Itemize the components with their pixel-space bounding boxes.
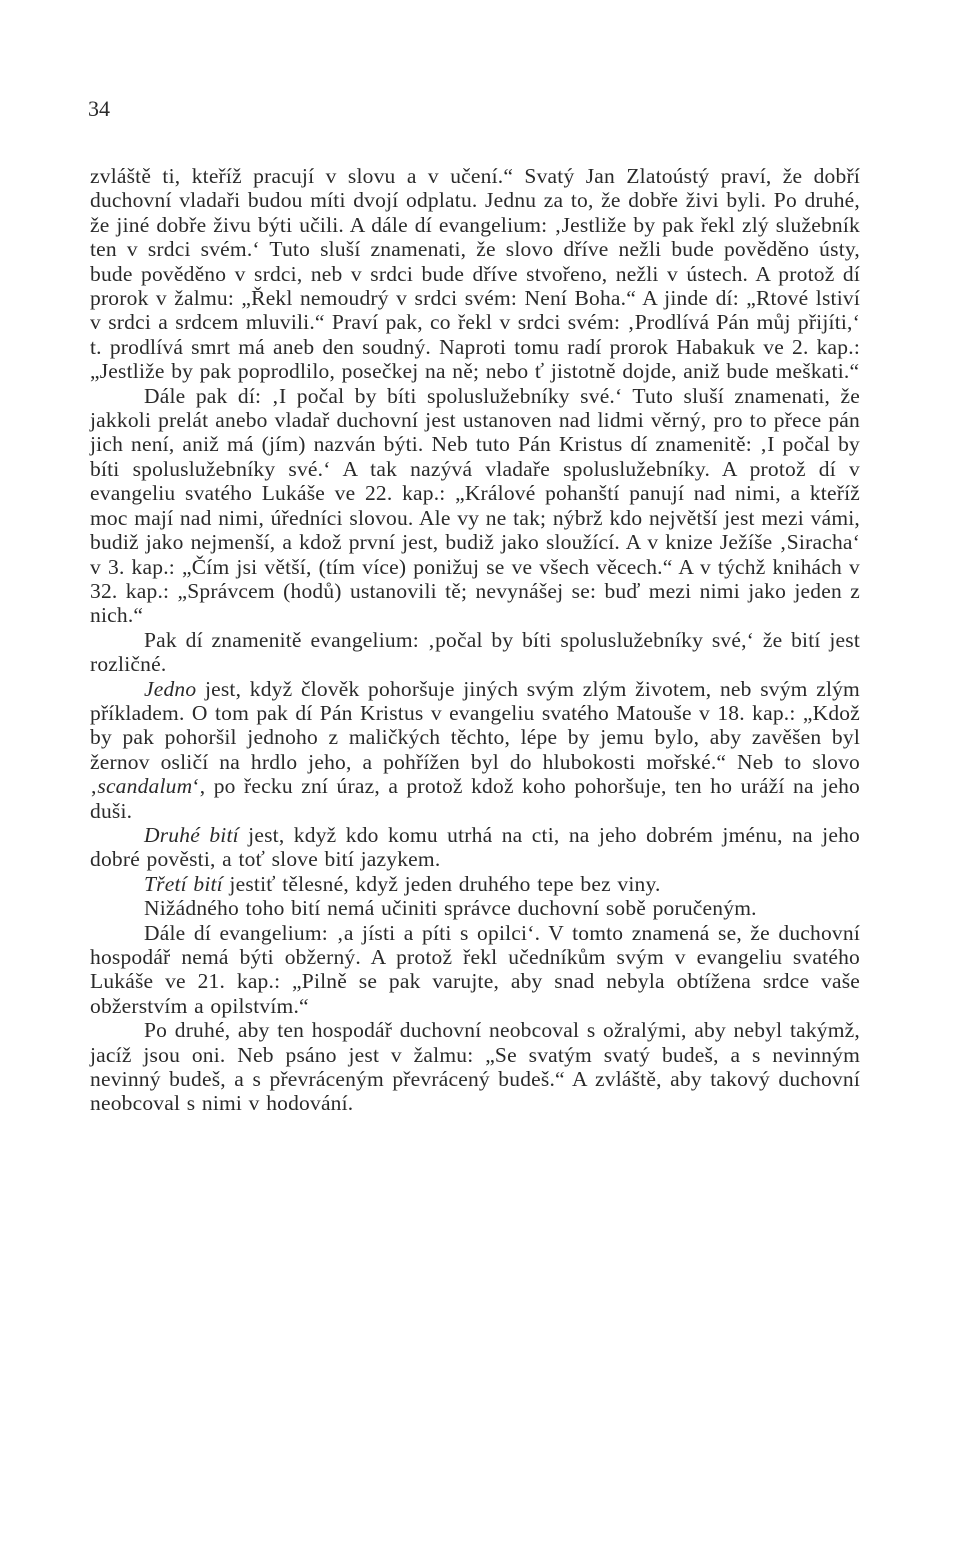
text-run: Dále pak dí: ‚I počal by bíti spoluslužebníky své.‘ Tuto sluší znamenati, že jakkoli prelát anebo vladař duchovní jest ustanoven nad lidmi věrný, pro to přece pán jich není, aniž má (jím) nazván býti. Neb tuto Pán Kristus dí znamenitě: ‚I počal by bíti spoluslužebníky své.‘ A tak nazývá vladaře spoluslužebníky. A protož dí v evangeliu svatého Lukáše ve 22. kap.: „Králové pohanští panují nad nimi, a kteříž moc mají nad nimi, úředníci slovou. Ale vy ne tak; nýbrž kdo největší jest mezi vámi, budiž jako nejmenší, a kdož první jest, budiž jako sloužící. A v knize Ježíše ‚Siracha‘ v 3. kap.: „Čím jsi větší, (tím více) ponižuj se ve všech věcech.“ A v týchž knihách v 32. kap.: „Správcem (hodů) ustanovili tě; nevynášej se: buď mezi nimi jako jeden z nich.“ (90, 383, 860, 628)
paragraph (90, 677, 860, 823)
paragraph (90, 628, 860, 677)
body-text (90, 164, 860, 1116)
paragraph (90, 872, 860, 896)
paragraph (90, 921, 860, 1019)
italic-text: Jedno (144, 676, 197, 701)
paragraph (90, 823, 860, 872)
paragraph (90, 164, 860, 384)
text-run: Dále dí evangelium: ‚a jísti a píti s opilci‘. V tomto znamená se, že duchovní hospodář nemá býti obžerný. A protož řekl učedníkům svým v evangeliu svatého Lukáše ve 21. kap.: „Pilně se pak varujte, aby snad nebyla obtížena srdce vaše obžerstvím a opilstvím.“ (90, 920, 860, 1018)
paragraph (90, 1018, 860, 1116)
paragraph (90, 384, 860, 628)
text-run: jestiť tělesné, když jeden druhého tepe bez viny. (222, 871, 661, 896)
page-number: 34 (88, 96, 110, 121)
text-run: zvláště ti, kteříž pracují v slovu a v učení.“ Svatý Jan Zlatoústý praví, že dobří duchovní vladaři budou míti dvojí odplatu. Jednu za to, že dobře živi byli. Po druhé, že jiné dobře živu býti učili. A dále dí evangelium: ‚Jestliže by pak řekl zlý služebník ten v srdci svém.‘ Tuto sluší znamenati, že slovo dříve nežli bude pověděno ústy, bude pověděno v srdci, neb v srdci bude dříve stvořeno, nežli v ústech. A protož dí prorok v žalmu: „Řekl nemoudrý v srdci svém: Není Boha.“ A jinde dí: „Rtové lstiví v srdci a srdcem mluvili.“ Praví pak, co řekl v srdci svém: ‚Prodlívá Pán můj přijíti,‘ t. prodlívá smrt má aneb den soudný. Naproti tomu radí prorok Habakuk ve 2. kap.: „Jestliže by pak poprodlilo, posečkej na ně; nebo ť jistotně dojde, aniž bude meškati.“ (90, 164, 860, 384)
italic-text: Druhé bití (144, 822, 239, 847)
italic-text: Třetí bití (144, 871, 223, 896)
text-run: jest, když kdo komu utrhá na cti, na jeho dobrém jménu, na jeho dobré pověsti, a toť slove bití jazykem. (90, 822, 860, 872)
italic-text: scandalum (97, 774, 193, 799)
text-run: Nižádného toho bití nemá učiniti správce duchovní sobě poručeným. (144, 896, 757, 921)
paragraph (90, 896, 860, 920)
text-run: ‘, po řecku zní úraz, a protož kdož koho pohoršuje, ten ho uráží na jeho duši. (90, 774, 860, 823)
text-run: Pak dí znamenitě evangelium: ‚počal by bíti spoluslužebníky své,‘ že bití jest rozličné. (90, 627, 860, 677)
text-run: jest, když člověk pohoršuje jiných svým zlým životem, neb svým zlým příkladem. O tom pak dí Pán Kristus v evangeliu svatého Matouše v 18. kap.: „Kdož by pak pohoršil jednoho z maličkých těchto, lépe by jemu bylo, aby zavěšen byl žernov osličí na hrdlo jeho, a pohřížen byl do hlubokosti mořské.“ Neb to slovo ‚ (90, 676, 860, 799)
text-run: Po druhé, aby ten hospodář duchovní neobcoval s ožralými, aby nebyl takýmž, jacíž jsou oni. Neb psáno jest v žalmu: „Se svatým svatý budeš, a s nevinným nevinný budeš, a s převráceným převrácený budeš.“ A zvláště, aby takový duchovní neobcoval s nimi v hodování. (90, 1018, 860, 1116)
